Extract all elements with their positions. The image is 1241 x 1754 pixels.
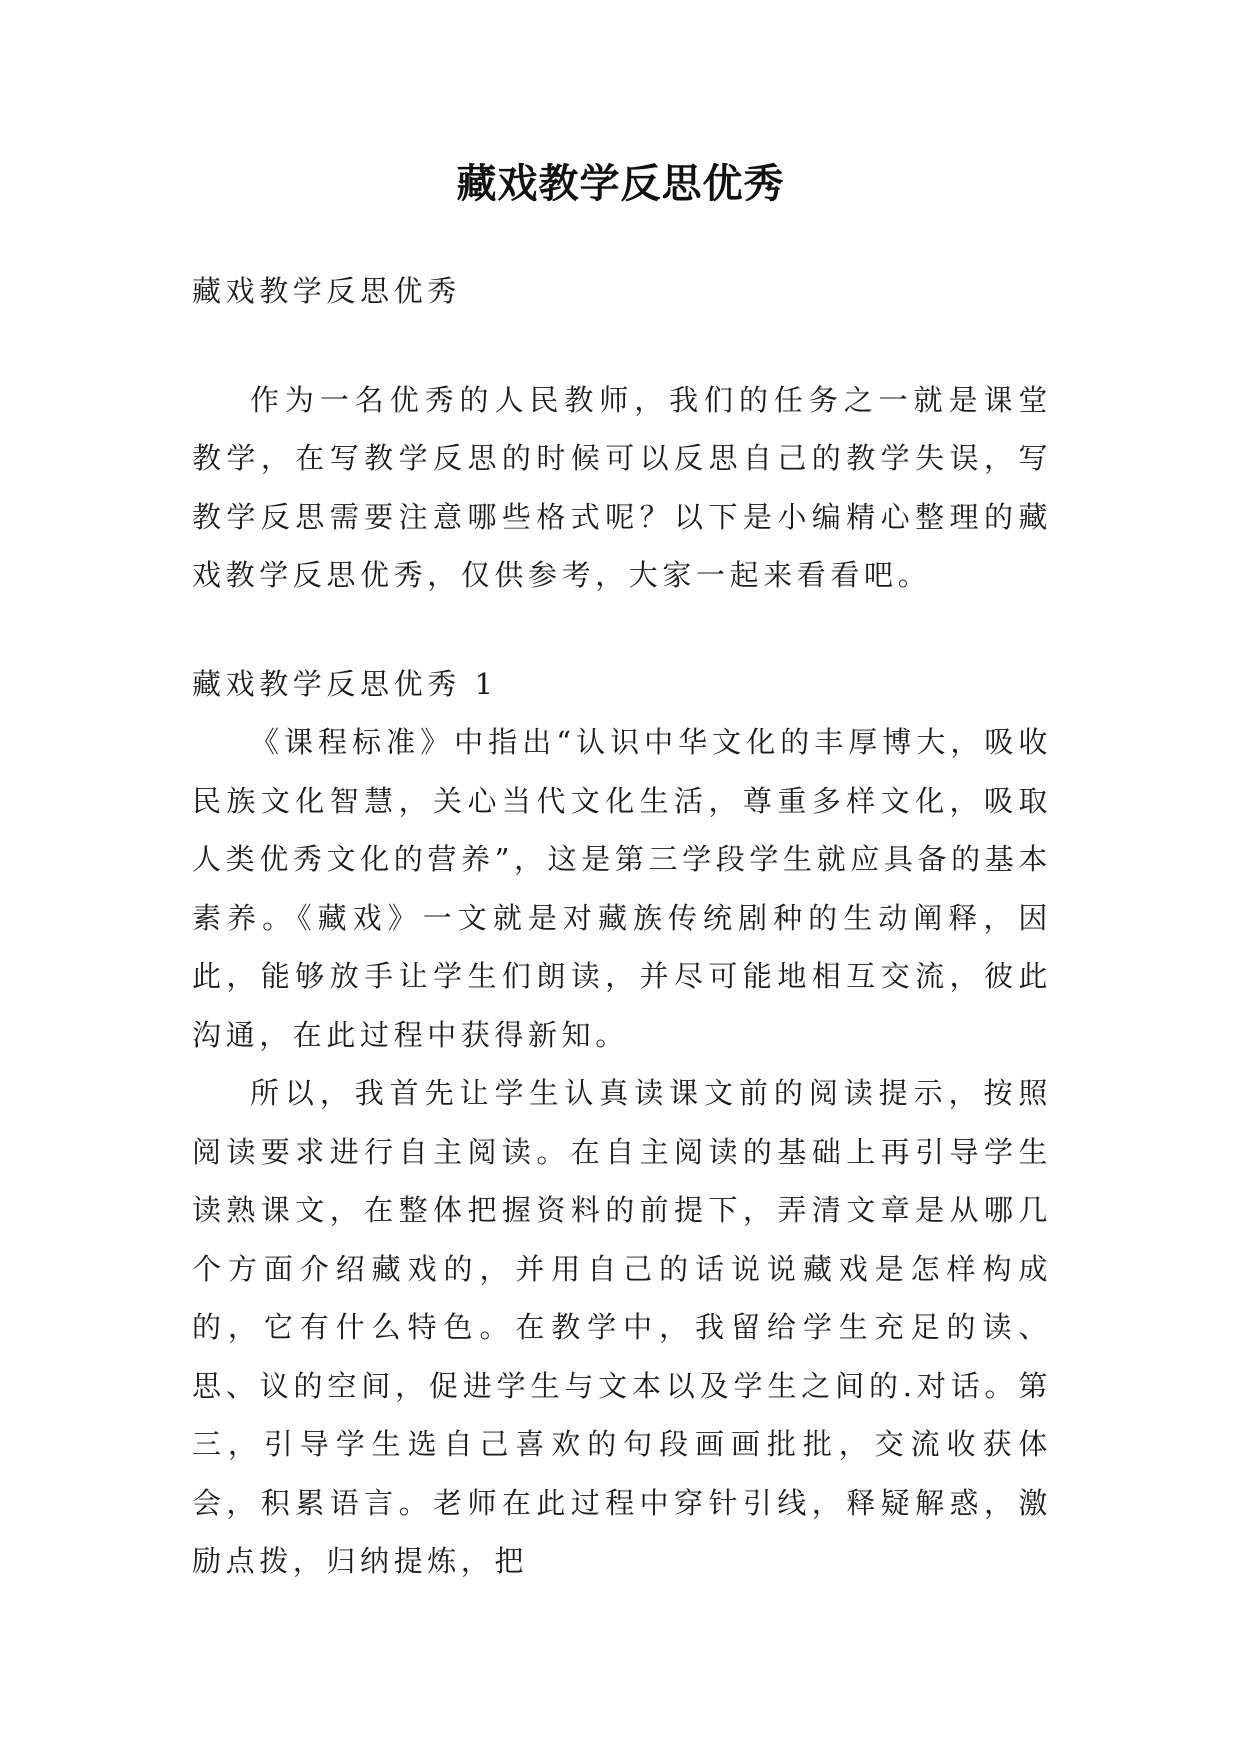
- spacer: [192, 321, 1052, 371]
- body-paragraph-1: 《课程标准》中指出“认识中华文化的丰厚博大，吸收民族文化智慧，关心当代文化生活，尊重多样文化，吸取人类优秀文化的营养”，这是第三学段学生就应具备的基本素养。《藏戏》一文就是对藏族传统剧种的生动阐释，因此，能够放手让学生们朗读，并尽可能地相互交流，彼此沟通，在此过程中获得新知。: [192, 725, 1052, 1052]
- spacer: [192, 605, 1052, 655]
- section-heading: 藏戏教学反思优秀 1: [192, 666, 498, 701]
- document-subtitle: 藏戏教学反思优秀: [192, 274, 461, 308]
- document-title: 藏戏教学反思优秀: [456, 161, 785, 207]
- intro-paragraph: 作为一名优秀的人民教师，我们的任务之一就是课堂教学，在写教学反思的时候可以反思自己的教学失误，写教学反思需要注意哪些格式呢？以下是小编精心整理的藏戏教学反思优秀，仅供参考，大家一起来看看吧。: [192, 382, 1052, 592]
- body-paragraph-2: 所以，我首先让学生认真读课文前的阅读提示，按照阅读要求进行自主阅读。在自主阅读的基础上再引导学生读熟课文，在整体把握资料的前提下，弄清文章是从哪几个方面介绍藏戏的，并用自己的话说说藏戏是怎样构成的，它有什么特色。在教学中，我留给学生充足的读、思、议的空间，促进学生与文本以及学生之间的.对话。第三，引导学生选自己喜欢的句段画画批批，交流收获体会，积累语言。老师在此过程中穿针引线，释疑解惑，激励点拨，归纳提炼，把: [192, 1076, 1052, 1578]
- document-body: [192, 262, 1052, 1591]
